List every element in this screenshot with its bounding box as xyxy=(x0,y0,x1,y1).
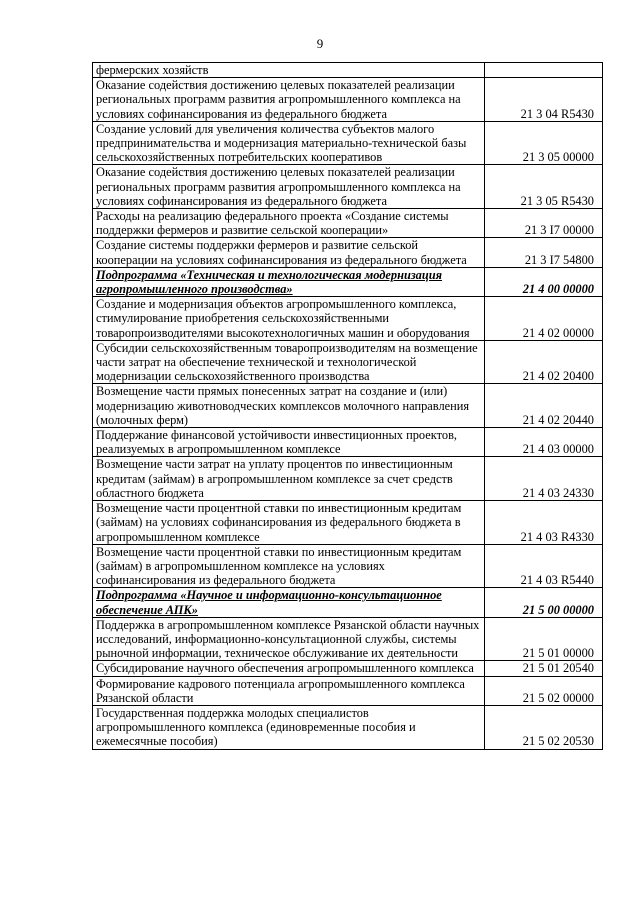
row-code: 21 4 03 00000 xyxy=(485,428,603,457)
row-code: 21 3 05 R5430 xyxy=(485,165,603,209)
row-code: 21 3 I7 54800 xyxy=(485,238,603,267)
row-name: Формирование кадрового потенциала агропромышленного комплекса Рязанской области xyxy=(93,676,485,705)
page-number: 9 xyxy=(316,36,324,51)
row-name: фермерских хозяйств xyxy=(93,63,485,78)
row-code: 21 4 03 24330 xyxy=(485,457,603,501)
row-name: Возмещение части процентной ставки по инвестиционным кредитам (займам) в агропромышленном комплексе на условиях софинансирования из федерального бюджета xyxy=(93,544,485,588)
table-row xyxy=(93,165,603,209)
row-name: Создание системы поддержки фермеров и развитие сельской кооперации на условиях софинансирования из федерального бюджета xyxy=(93,238,485,267)
row-code: 21 3 04 R5430 xyxy=(485,78,603,122)
table-row xyxy=(93,78,603,122)
table-row xyxy=(93,209,603,238)
row-code: 21 4 03 R4330 xyxy=(485,501,603,545)
row-name: Оказание содействия достижению целевых показателей реализации региональных программ развития агропромышленного комплекса на условиях софинансирования из федерального бюджета xyxy=(93,78,485,122)
subprogram-row xyxy=(93,267,603,296)
row-code: 21 3 05 00000 xyxy=(485,121,603,165)
row-code xyxy=(485,63,603,78)
row-code: 21 5 01 00000 xyxy=(485,617,603,661)
row-name: Оказание содействия достижению целевых показателей реализации региональных программ развития агропромышленного комплекса на условиях софинансирования из федерального бюджета xyxy=(93,165,485,209)
table-row xyxy=(93,544,603,588)
table-row xyxy=(93,63,603,78)
table-row xyxy=(93,384,603,428)
row-code: 21 3 I7 00000 xyxy=(485,209,603,238)
row-code: 21 4 02 20400 xyxy=(485,340,603,384)
row-name: Подпрограмма «Научное и информационно-консультационное обеспечение АПК» xyxy=(93,588,485,617)
table-row xyxy=(93,457,603,501)
row-name: Возмещение части прямых понесенных затрат на создание и (или) модернизацию животноводческих комплексов молочного направления (молочных ферм) xyxy=(93,384,485,428)
row-code: 21 4 02 00000 xyxy=(485,297,603,341)
table-body xyxy=(93,63,603,750)
table-row xyxy=(93,676,603,705)
row-name: Поддержка в агропромышленном комплексе Рязанской области научных исследований, информационно-консультационной службы, системы рыночной информации, техническое обслуживание их деятельности xyxy=(93,617,485,661)
row-name: Создание условий для увеличения количества субъектов малого предпринимательства и модернизация материально-технической базы сельскохозяйственных потребительских кооперативов xyxy=(93,121,485,165)
row-code: 21 4 02 20440 xyxy=(485,384,603,428)
row-name: Расходы на реализацию федерального проекта «Создание системы поддержки фермеров и развитие сельской кооперации» xyxy=(93,209,485,238)
table-row xyxy=(93,428,603,457)
row-code: 21 5 02 00000 xyxy=(485,676,603,705)
table-row xyxy=(93,121,603,165)
budget-classification-table xyxy=(92,62,603,750)
row-name: Возмещение части затрат на уплату процентов по инвестиционным кредитам (займам) в агропромышленном комплексе за счет средств областного бюджета xyxy=(93,457,485,501)
subprogram-row xyxy=(93,588,603,617)
table-row xyxy=(93,297,603,341)
row-name: Поддержание финансовой устойчивости инвестиционных проектов, реализуемых в агропромышленном комплексе xyxy=(93,428,485,457)
row-code: 21 4 00 00000 xyxy=(485,267,603,296)
table-row xyxy=(93,617,603,661)
row-name: Субсидии сельскохозяйственным товаропроизводителям на возмещение части затрат на обеспечение технической и технологической модернизации сельскохозяйственного производства xyxy=(93,340,485,384)
table-row xyxy=(93,705,603,749)
table-row xyxy=(93,661,603,676)
row-name: Создание и модернизация объектов агропромышленного комплекса, стимулирование приобретения сельскохозяйственными товаропроизводителями высокотехнологичных машин и оборудования xyxy=(93,297,485,341)
row-name: Государственная поддержка молодых специалистов агропромышленного комплекса (единовременные пособия и ежемесячные пособия) xyxy=(93,705,485,749)
row-code: 21 5 00 00000 xyxy=(485,588,603,617)
row-code: 21 5 02 20530 xyxy=(485,705,603,749)
table-row xyxy=(93,340,603,384)
row-code: 21 5 01 20540 xyxy=(485,661,603,676)
row-code: 21 4 03 R5440 xyxy=(485,544,603,588)
table-row xyxy=(93,238,603,267)
row-name: Возмещение части процентной ставки по инвестиционным кредитам (займам) на условиях софинансирования из федерального бюджета в агропромышленном комплексе xyxy=(93,501,485,545)
row-name: Подпрограмма «Техническая и технологическая модернизация агропромышленного производства» xyxy=(93,267,485,296)
table-row xyxy=(93,501,603,545)
row-name: Субсидирование научного обеспечения агропромышленного комплекса xyxy=(93,661,485,676)
